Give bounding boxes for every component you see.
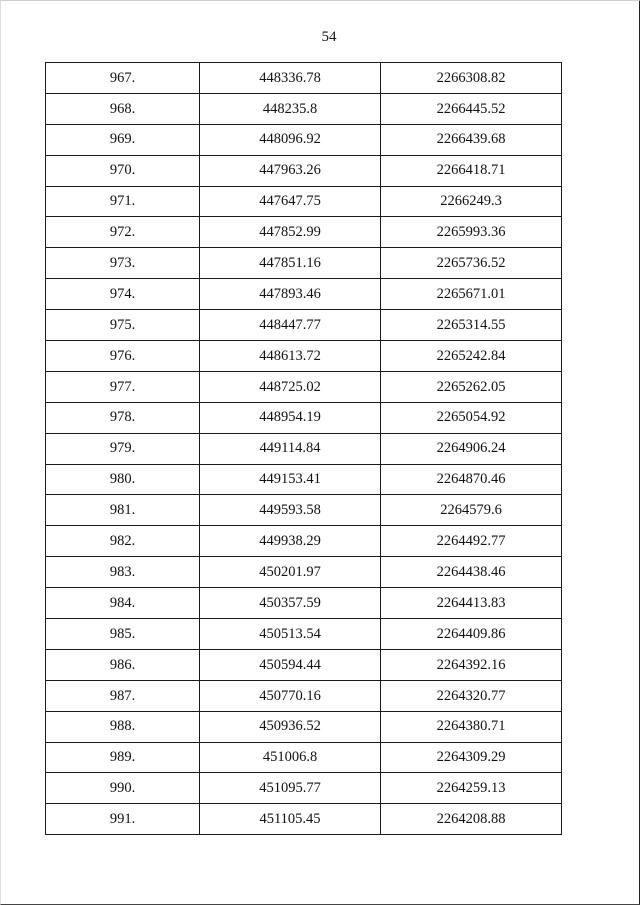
x-coordinate-cell: 450357.59 [200, 588, 381, 619]
table-row [46, 804, 562, 835]
point-number-cell: 977. [46, 371, 200, 402]
y-coordinate-cell: 2265993.36 [381, 217, 562, 248]
x-coordinate-cell: 450201.97 [200, 557, 381, 588]
point-number-cell: 981. [46, 495, 200, 526]
coordinates-table-body [46, 63, 562, 835]
y-coordinate-cell: 2265736.52 [381, 248, 562, 279]
y-coordinate-cell: 2265262.05 [381, 371, 562, 402]
table-row [46, 557, 562, 588]
point-number-cell: 969. [46, 124, 200, 155]
table-row [46, 186, 562, 217]
x-coordinate-cell: 448336.78 [200, 63, 381, 94]
point-number-cell: 983. [46, 557, 200, 588]
x-coordinate-cell: 448096.92 [200, 124, 381, 155]
table-row [46, 619, 562, 650]
point-number-cell: 974. [46, 279, 200, 310]
y-coordinate-cell: 2266439.68 [381, 124, 562, 155]
y-coordinate-cell: 2264579.6 [381, 495, 562, 526]
point-number-cell: 989. [46, 742, 200, 773]
x-coordinate-cell: 449938.29 [200, 526, 381, 557]
y-coordinate-cell: 2264906.24 [381, 433, 562, 464]
x-coordinate-cell: 448954.19 [200, 402, 381, 433]
point-number-cell: 970. [46, 155, 200, 186]
point-number-cell: 979. [46, 433, 200, 464]
table-row [46, 773, 562, 804]
table-row [46, 310, 562, 341]
y-coordinate-cell: 2264492.77 [381, 526, 562, 557]
table-row [46, 248, 562, 279]
y-coordinate-cell: 2264870.46 [381, 464, 562, 495]
table-row [46, 93, 562, 124]
point-number-cell: 973. [46, 248, 200, 279]
table-row [46, 526, 562, 557]
x-coordinate-cell: 449153.41 [200, 464, 381, 495]
table-row [46, 464, 562, 495]
table-row [46, 155, 562, 186]
point-number-cell: 984. [46, 588, 200, 619]
point-number-cell: 971. [46, 186, 200, 217]
table-row [46, 711, 562, 742]
y-coordinate-cell: 2266308.82 [381, 63, 562, 94]
x-coordinate-cell: 448235.8 [200, 93, 381, 124]
x-coordinate-cell: 450936.52 [200, 711, 381, 742]
y-coordinate-cell: 2264309.29 [381, 742, 562, 773]
table-row [46, 402, 562, 433]
x-coordinate-cell: 448447.77 [200, 310, 381, 341]
coordinates-table [45, 62, 562, 835]
table-row [46, 649, 562, 680]
y-coordinate-cell: 2264409.86 [381, 619, 562, 650]
x-coordinate-cell: 447851.16 [200, 248, 381, 279]
table-row [46, 124, 562, 155]
point-number-cell: 988. [46, 711, 200, 742]
x-coordinate-cell: 448725.02 [200, 371, 381, 402]
table-row [46, 495, 562, 526]
point-number-cell: 978. [46, 402, 200, 433]
y-coordinate-cell: 2265671.01 [381, 279, 562, 310]
y-coordinate-cell: 2264413.83 [381, 588, 562, 619]
point-number-cell: 967. [46, 63, 200, 94]
point-number-cell: 986. [46, 649, 200, 680]
y-coordinate-cell: 2265242.84 [381, 341, 562, 372]
x-coordinate-cell: 449593.58 [200, 495, 381, 526]
point-number-cell: 985. [46, 619, 200, 650]
table-row [46, 433, 562, 464]
point-number-cell: 991. [46, 804, 200, 835]
x-coordinate-cell: 447647.75 [200, 186, 381, 217]
x-coordinate-cell: 447963.26 [200, 155, 381, 186]
table-row [46, 371, 562, 402]
point-number-cell: 968. [46, 93, 200, 124]
point-number-cell: 972. [46, 217, 200, 248]
y-coordinate-cell: 2266418.71 [381, 155, 562, 186]
y-coordinate-cell: 2266445.52 [381, 93, 562, 124]
table-row [46, 217, 562, 248]
table-row [46, 680, 562, 711]
y-coordinate-cell: 2264208.88 [381, 804, 562, 835]
table-row [46, 63, 562, 94]
x-coordinate-cell: 447852.99 [200, 217, 381, 248]
y-coordinate-cell: 2264380.71 [381, 711, 562, 742]
y-coordinate-cell: 2264259.13 [381, 773, 562, 804]
point-number-cell: 982. [46, 526, 200, 557]
table-row [46, 341, 562, 372]
page-number: 54 [321, 29, 337, 45]
x-coordinate-cell: 451105.45 [200, 804, 381, 835]
point-number-cell: 990. [46, 773, 200, 804]
y-coordinate-cell: 2266249.3 [381, 186, 562, 217]
y-coordinate-cell: 2265314.55 [381, 310, 562, 341]
y-coordinate-cell: 2265054.92 [381, 402, 562, 433]
x-coordinate-cell: 451006.8 [200, 742, 381, 773]
table-row [46, 279, 562, 310]
x-coordinate-cell: 450770.16 [200, 680, 381, 711]
point-number-cell: 987. [46, 680, 200, 711]
x-coordinate-cell: 448613.72 [200, 341, 381, 372]
point-number-cell: 976. [46, 341, 200, 372]
x-coordinate-cell: 447893.46 [200, 279, 381, 310]
x-coordinate-cell: 450513.54 [200, 619, 381, 650]
point-number-cell: 980. [46, 464, 200, 495]
x-coordinate-cell: 451095.77 [200, 773, 381, 804]
y-coordinate-cell: 2264392.16 [381, 649, 562, 680]
table-row [46, 588, 562, 619]
point-number-cell: 975. [46, 310, 200, 341]
x-coordinate-cell: 450594.44 [200, 649, 381, 680]
table-row [46, 742, 562, 773]
x-coordinate-cell: 449114.84 [200, 433, 381, 464]
y-coordinate-cell: 2264320.77 [381, 680, 562, 711]
y-coordinate-cell: 2264438.46 [381, 557, 562, 588]
